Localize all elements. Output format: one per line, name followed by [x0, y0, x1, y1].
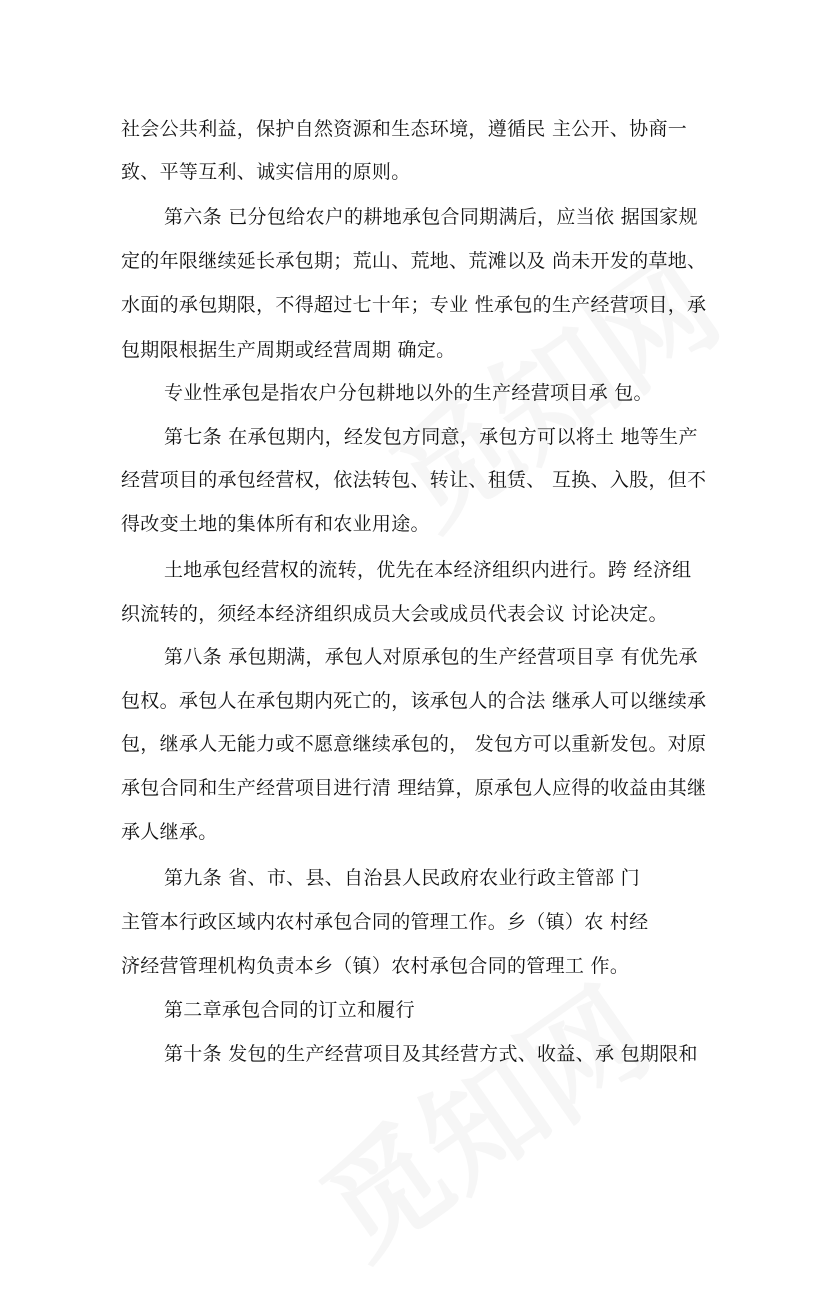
- paragraph-start: 第十条 发包的生产经营项目及其经营方式、收益、承 包期限和: [164, 1043, 698, 1065]
- text-line: 主管本行政区域内农村承包合同的管理工作。乡（镇）农 村经: [121, 911, 649, 933]
- text-line: 包期限根据生产周期或经营周期 确定。: [121, 339, 456, 361]
- text-line: 济经营管理机构负责本乡（镇）农村承包合同的管理工 作。: [121, 955, 630, 977]
- text-line: 定的年限继续延长承包期；荒山、荒地、荒滩以及 尚未开发的草地、: [121, 250, 707, 272]
- text-line: 社会公共利益，保护自然资源和生态环境，遵循民 主公开、协商一: [121, 118, 688, 140]
- chapter-heading: 第二章承包合同的订立和履行: [164, 999, 415, 1021]
- text-line: 得改变土地的集体所有和农业用途。: [121, 513, 430, 535]
- paragraph-start: 第九条 省、市、县、自治县人民政府农业行政主管部 门: [164, 867, 640, 889]
- text-line: 承包合同和生产经营项目进行清 理结算，原承包人应得的收益由其继: [121, 777, 707, 799]
- text-line: 承人继承。: [121, 821, 218, 843]
- paragraph-start: 土地承包经营权的流转，优先在本经济组织内进行。跨 经济组: [164, 559, 692, 581]
- paragraph-start: 第七条 在承包期内，经发包方同意，承包方可以将土 地等生产: [164, 426, 698, 448]
- text-line: 包权。承包人在承包期内死亡的，该承包人的合法 继承人可以继续承: [121, 690, 707, 712]
- text-line: 织流转的，须经本经济组织成员大会或成员代表会议 讨论决定。: [121, 603, 668, 625]
- paragraph-start: 第八条 承包期满，承包人对原承包的生产经营项目享 有优先承: [164, 646, 698, 668]
- paragraph-start: 第六条 已分包给农户的耕地承包合同期满后，应当依 据国家规: [164, 206, 698, 228]
- text-line: 致、平等互利、诚实信用的原则。: [121, 161, 411, 183]
- text-line: 水面的承包期限，不得超过七十年；专业 性承包的生产经营项目，承: [121, 294, 707, 316]
- text-line: 包，继承人无能力或不愿意继续承包的， 发包方可以重新发包。对原: [121, 733, 707, 755]
- text-line: 经营项目的承包经营权，依法转包、转让、租赁、 互换、入股，但不: [121, 469, 707, 491]
- paragraph-start: 专业性承包是指农户分包耕地以外的生产经营项目承 包。: [164, 382, 653, 404]
